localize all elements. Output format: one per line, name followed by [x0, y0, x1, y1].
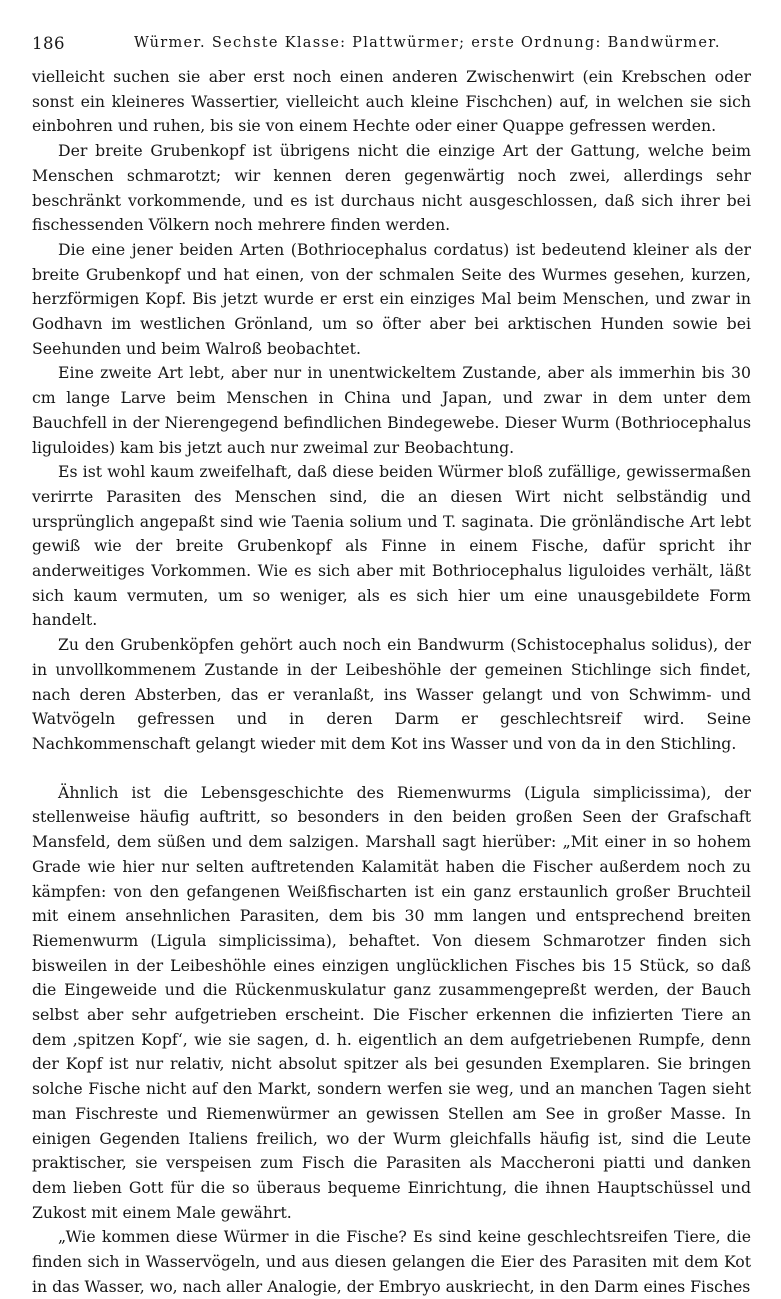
text-section-riemenwurm	[32, 781, 751, 1299]
paragraph: Ähnlich ist die Lebensgeschichte des Riemenwurms (Ligula simplicissima), der stellenweise häufig auftritt, so besonders in den beiden großen Seen der Grafschaft Mansfeld, dem süßen und dem salzigen. Marshall sagt hierüber: „Mit einer in so hohem Grade wie hier nur selten auftretenden Kalamität haben die Fischer außerdem noch zu kämpfen: von den gefangenen Weißfischarten ist ein ganz erstaunlich großer Bruchteil mit einem ansehnlichen Parasiten, dem bis 30 mm langen und entsprechend breiten Riemenwurm (Ligula simplicissima), behaftet. Von diesem Schmarotzer finden sich bisweilen in der Leibeshöhle eines einzigen unglücklichen Fisches bis 15 Stück, so daß die Eingeweide und die Rückenmuskulatur ganz zusammengepreßt werden, der Bauch selbst aber sehr aufgetrieben erscheint. Die Fischer erkennen die infizierten Tiere an dem ‚spitzen Kopf‘, wie sie sagen, d. h. eigentlich an dem aufgetriebenen Rumpfe, denn der Kopf ist nur relativ, nicht absolut spitzer als bei gesunden Exemplaren. Sie bringen solche Fische nicht auf den Markt, sondern werfen sie weg, und an manchen Tagen sieht man Fischreste und Riemenwürmer an gewissen Stellen am See in großer Masse. In einigen Gegenden Italiens freilich, wo der Wurm gleichfalls häufig ist, sind die Leute praktischer, sie verspeisen zum Fisch die Parasiten als Maccheroni piatti und danken dem lieben Gott für die so überaus bequeme Einrichtung, die ihnen Hauptschüssel und Zukost mit einem Male gewährt.	[32, 782, 751, 1222]
page-header	[32, 34, 751, 58]
paragraph: Zu den Grubenköpfen gehört auch noch ein Bandwurm (Schistocephalus solidus), der in unvollkommenem Zustande in der Leibeshöhle der gemeinen Stichlinge sich findet, nach deren Absterben, das er veranlaßt, ins Wasser gelangt und von Schwimm- und Watvögeln gefressen und in deren Darm er geschlechtsreif wird. Seine Nachkommenschaft gelangt wieder mit dem Kot ins Wasser und von da in den Stichling.	[32, 635, 751, 753]
paragraph: Die eine jener beiden Arten (Bothriocephalus cordatus) ist bedeutend kleiner als der breite Grubenkopf und hat einen, von der schmalen Seite des Wurmes gesehen, kurzen, herzförmigen Kopf. Bis jetzt wurde er erst ein einziges Mal beim Menschen, und zwar in Godhavn im westlichen Grönland, um so öfter aber bei arktischen Hunden sowie bei Seehunden und beim Walroß beobachtet.	[32, 239, 751, 358]
paragraph: vielleicht suchen sie aber erst noch einen anderen Zwischenwirt (ein Krebschen oder sonst ein kleineres Wassertier, vielleicht auch kleine Fischchen) auf, in welchen sie sich einbohren und ruhen, bis sie von einem Hechte oder einer Quappe gefressen werden.	[32, 67, 751, 136]
page-body	[32, 65, 751, 1299]
paragraph: Es ist wohl kaum zweifelhaft, daß diese beiden Würmer bloß zufällige, gewissermaßen verirrte Parasiten des Menschen sind, die an diesen Wirt nicht selbständig und ursprünglich angepaßt sind wie Taenia solium und T. saginata. Die grönländische Art lebt gewiß wie der breite Grubenkopf als Finne in einem Fische, dafür spricht ihr anderweitiges Vorkommen. Wie es sich aber mit Bothriocephalus liguloides verhält, läßt sich kaum vermuten, um so weniger, als es sich hier um eine unausgebildete Form handelt.	[32, 462, 751, 630]
paragraph: „Wie kommen diese Würmer in die Fische? Es sind keine geschlechtsreifen Tiere, die finden sich in Wasservögeln, und aus diesen gelangen die Eier des Parasiten mit dem Kot in das Wasser, wo, nach aller Analogie, der Embryo auskriecht, in den Darm eines Fisches	[32, 1227, 751, 1296]
text-section-grubenkopf	[32, 65, 751, 757]
paragraph: Der breite Grubenkopf ist übrigens nicht die einzige Art der Gattung, welche beim Menschen schmarotzt; wir kennen deren gegenwärtig noch zwei, allerdings sehr beschränkt vorkommende, und es ist durchaus nicht ausgeschlossen, daß sich ihrer bei fischessenden Völkern noch mehrere finden werden.	[32, 141, 751, 235]
section-gap	[32, 757, 751, 781]
page-number: 186	[32, 34, 65, 53]
running-head: Würmer. Sechste Klasse: Plattwürmer; erste Ordnung: Bandwürmer.	[134, 35, 721, 51]
paragraph: Eine zweite Art lebt, aber nur in unentwickeltem Zustande, aber als immerhin bis 30 cm lange Larve beim Menschen in China und Japan, und zwar in dem unter dem Bauchfell in der Nierengegend befindlichen Bindegewebe. Dieser Wurm (Bothriocephalus liguloides) kam bis jetzt auch nur zweimal zur Beobachtung.	[32, 363, 751, 457]
